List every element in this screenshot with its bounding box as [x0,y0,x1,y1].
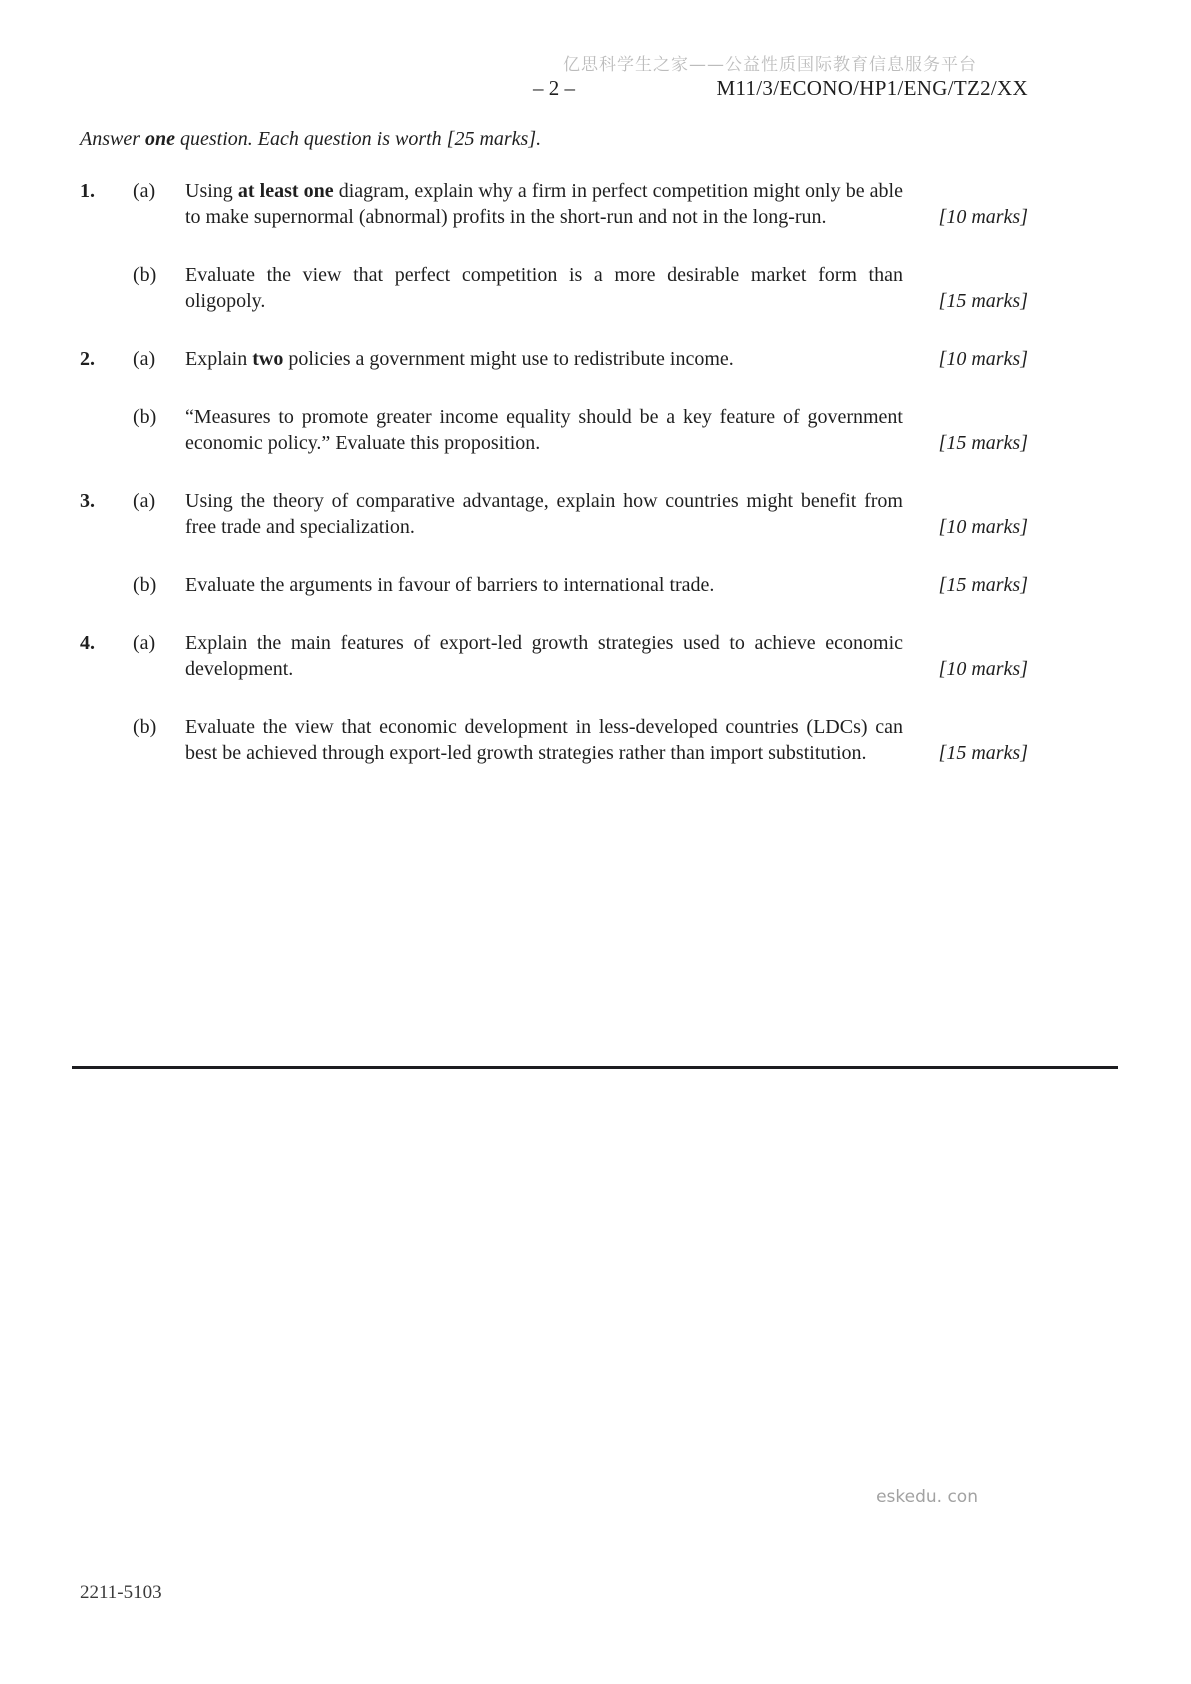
part-text [185,714,903,766]
part-marks: [15 marks] [938,742,1028,764]
paper-code: M11/3/ECONO/HP1/ENG/TZ2/XX [716,76,1028,100]
question-part [0,346,1191,372]
part-label: (a) [133,632,156,654]
question-number: 1. [80,180,95,202]
question [0,630,1191,766]
text-segment: Evaluate the view that perfect competition is a more desirable market form than oligopoly. [185,264,903,312]
part-marks: [15 marks] [938,432,1028,454]
top-watermark: 亿思科学生之家——公益性质国际教育信息服务平台 [563,55,977,75]
part-label: (b) [133,574,157,596]
question-list [0,178,1191,798]
text-segment: Using [185,180,238,202]
part-text [185,488,903,540]
bold-text-segment: one [145,128,175,150]
question-part [0,572,1191,598]
question-part [0,262,1191,314]
instruction-line [80,128,1051,151]
question-part [0,178,1191,230]
text-segment: Evaluate the view that economic development in less-developed countries (LDCs) can best be achieved through export-led growth strategies rather than import substitution. [185,716,903,764]
part-marks: [10 marks] [938,516,1028,538]
part-marks: [15 marks] [938,574,1028,596]
part-text [185,404,903,456]
page-number: – 2 – [533,76,575,100]
part-text [185,630,903,682]
bottom-watermark: eskedu. con [876,1487,978,1507]
part-text [185,178,903,230]
part-label: (a) [133,180,156,202]
question-part [0,630,1191,682]
bold-text-segment: two [252,348,284,370]
bold-text-segment: at least one [237,180,334,202]
question-part [0,714,1191,766]
text-segment: “Measures to promote greater income equality should be a key feature of government economic policy.” Evaluate this proposition. [185,406,903,454]
part-text [185,572,903,598]
horizontal-rule [72,1066,1118,1069]
part-text [185,346,903,372]
question [0,346,1191,456]
question-part [0,488,1191,540]
question-number: 4. [80,632,95,654]
text-segment: question. Each question is worth [25 marks]. [175,128,542,150]
part-marks: [15 marks] [938,290,1028,312]
part-label: (a) [133,490,156,512]
question [0,178,1191,314]
text-segment: Answer [80,128,145,150]
question-part [0,404,1191,456]
part-marks: [10 marks] [938,658,1028,680]
text-segment: Explain [185,348,253,370]
text-segment: diagram, explain why a firm in perfect competition might only be able to make supernormal (abnormal) profits in the short-run and not in the long-run. [185,180,903,228]
text-segment: Evaluate the arguments in favour of barriers to international trade. [185,574,715,596]
part-marks: [10 marks] [938,206,1028,228]
part-text [185,262,903,314]
question-number: 3. [80,490,95,512]
paper-id: 2211-5103 [80,1582,162,1603]
question-number: 2. [80,348,95,370]
text-segment: Using the theory of comparative advantage, explain how countries might benefit from free trade and specialization. [185,490,903,538]
part-label: (b) [133,264,157,286]
part-label: (b) [133,406,157,428]
part-marks: [10 marks] [938,348,1028,370]
text-segment: policies a government might use to redistribute income. [283,348,734,370]
part-label: (b) [133,716,157,738]
part-label: (a) [133,348,156,370]
question [0,488,1191,598]
text-segment: Explain the main features of export-led growth strategies used to achieve economic development. [185,632,903,680]
